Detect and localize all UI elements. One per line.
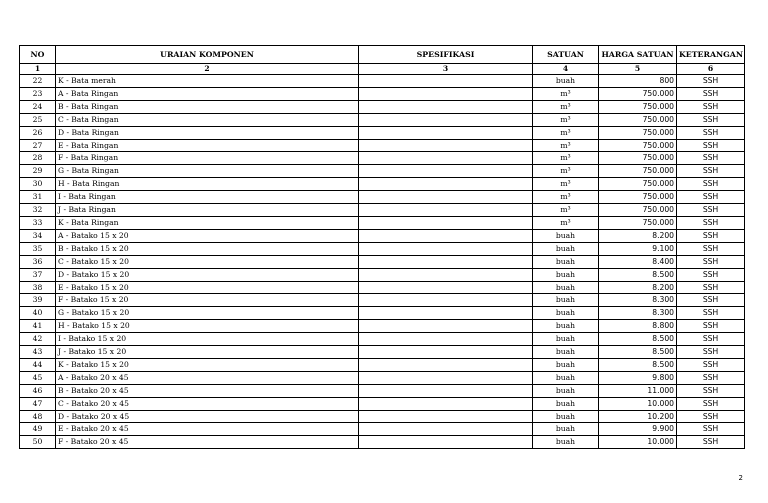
cell-satuan: m³ [533, 191, 599, 204]
table-row [20, 268, 745, 281]
cell-satuan: buah [533, 346, 599, 359]
cell-no: 35 [20, 242, 56, 255]
cell-harga: 10.200 [599, 410, 677, 423]
table-row [20, 216, 745, 229]
cell-keterangan: SSH [677, 320, 745, 333]
cell-harga: 750.000 [599, 152, 677, 165]
cell-uraian: F - Batako 20 x 45 [56, 436, 359, 449]
table-row [20, 255, 745, 268]
col-number: 6 [677, 64, 745, 75]
table-row [20, 346, 745, 359]
col-number: 1 [20, 64, 56, 75]
col-header-satuan: SATUAN [533, 46, 599, 64]
cell-no: 34 [20, 229, 56, 242]
cell-uraian: A - Bata Ringan [56, 87, 359, 100]
cell-satuan: buah [533, 307, 599, 320]
cell-satuan: buah [533, 358, 599, 371]
cell-spesifikasi [359, 358, 533, 371]
cell-spesifikasi [359, 152, 533, 165]
cell-keterangan: SSH [677, 371, 745, 384]
cell-satuan: buah [533, 320, 599, 333]
table-row [20, 436, 745, 449]
cell-uraian: A - Batako 20 x 45 [56, 371, 359, 384]
cell-uraian: H - Batako 15 x 20 [56, 320, 359, 333]
cell-uraian: E - Bata Ringan [56, 139, 359, 152]
cell-uraian: D - Batako 20 x 45 [56, 410, 359, 423]
cell-harga: 10.000 [599, 436, 677, 449]
cell-satuan: m³ [533, 126, 599, 139]
page-number: 2 [738, 474, 743, 482]
table-row [20, 75, 745, 88]
cell-satuan: m³ [533, 139, 599, 152]
cell-spesifikasi [359, 281, 533, 294]
cell-no: 46 [20, 384, 56, 397]
cell-satuan: buah [533, 410, 599, 423]
cell-satuan: m³ [533, 216, 599, 229]
cell-harga: 9.900 [599, 423, 677, 436]
cell-keterangan: SSH [677, 307, 745, 320]
cell-harga: 11.000 [599, 384, 677, 397]
cell-keterangan: SSH [677, 410, 745, 423]
cell-uraian: G - Bata Ringan [56, 165, 359, 178]
table-row [20, 126, 745, 139]
cell-uraian: E - Batako 20 x 45 [56, 423, 359, 436]
cell-no: 50 [20, 436, 56, 449]
cell-harga: 8.500 [599, 268, 677, 281]
cell-harga: 8.800 [599, 320, 677, 333]
cell-keterangan: SSH [677, 436, 745, 449]
cell-harga: 750.000 [599, 87, 677, 100]
cell-uraian: E - Batako 15 x 20 [56, 281, 359, 294]
cell-no: 37 [20, 268, 56, 281]
table-row [20, 307, 745, 320]
cell-keterangan: SSH [677, 75, 745, 88]
table-row [20, 423, 745, 436]
cell-no: 31 [20, 191, 56, 204]
col-number: 2 [56, 64, 359, 75]
cell-harga: 8.500 [599, 358, 677, 371]
cell-satuan: buah [533, 423, 599, 436]
col-header-harga: HARGA SATUAN [599, 46, 677, 64]
cell-harga: 9.100 [599, 242, 677, 255]
cell-uraian: F - Batako 15 x 20 [56, 294, 359, 307]
col-header-spesifikasi: SPESIFIKASI [359, 46, 533, 64]
header-row [20, 46, 745, 64]
cell-keterangan: SSH [677, 242, 745, 255]
cell-spesifikasi [359, 333, 533, 346]
cell-spesifikasi [359, 371, 533, 384]
cell-keterangan: SSH [677, 216, 745, 229]
cell-harga: 8.400 [599, 255, 677, 268]
cell-uraian: J - Bata Ringan [56, 204, 359, 217]
cell-no: 38 [20, 281, 56, 294]
cell-spesifikasi [359, 113, 533, 126]
cell-spesifikasi [359, 346, 533, 359]
cell-keterangan: SSH [677, 139, 745, 152]
cell-uraian: D - Batako 15 x 20 [56, 268, 359, 281]
cell-spesifikasi [359, 216, 533, 229]
cell-spesifikasi [359, 255, 533, 268]
cell-harga: 750.000 [599, 204, 677, 217]
cell-spesifikasi [359, 229, 533, 242]
cell-keterangan: SSH [677, 204, 745, 217]
table-row [20, 113, 745, 126]
cell-keterangan: SSH [677, 423, 745, 436]
cell-uraian: B - Batako 15 x 20 [56, 242, 359, 255]
cell-no: 23 [20, 87, 56, 100]
cell-no: 49 [20, 423, 56, 436]
cell-spesifikasi [359, 100, 533, 113]
cell-spesifikasi [359, 126, 533, 139]
cell-satuan: buah [533, 268, 599, 281]
cell-no: 22 [20, 75, 56, 88]
cell-no: 33 [20, 216, 56, 229]
cell-harga: 750.000 [599, 113, 677, 126]
cell-keterangan: SSH [677, 294, 745, 307]
cell-no: 44 [20, 358, 56, 371]
table-row [20, 87, 745, 100]
cell-no: 29 [20, 165, 56, 178]
cell-harga: 8.300 [599, 307, 677, 320]
cell-no: 26 [20, 126, 56, 139]
cell-uraian: K - Batako 15 x 20 [56, 358, 359, 371]
cell-no: 25 [20, 113, 56, 126]
cell-spesifikasi [359, 294, 533, 307]
cell-spesifikasi [359, 423, 533, 436]
price-table [19, 45, 745, 449]
cell-uraian: F - Bata Ringan [56, 152, 359, 165]
cell-spesifikasi [359, 410, 533, 423]
cell-no: 42 [20, 333, 56, 346]
cell-satuan: buah [533, 281, 599, 294]
cell-harga: 10.000 [599, 397, 677, 410]
cell-uraian: C - Batako 15 x 20 [56, 255, 359, 268]
cell-keterangan: SSH [677, 152, 745, 165]
cell-satuan: buah [533, 436, 599, 449]
cell-harga: 750.000 [599, 165, 677, 178]
cell-no: 47 [20, 397, 56, 410]
cell-uraian: D - Bata Ringan [56, 126, 359, 139]
table-row [20, 410, 745, 423]
cell-harga: 8.500 [599, 333, 677, 346]
table-row [20, 191, 745, 204]
col-header-keterangan: KETERANGAN [677, 46, 745, 64]
cell-spesifikasi [359, 397, 533, 410]
cell-keterangan: SSH [677, 113, 745, 126]
cell-satuan: buah [533, 229, 599, 242]
cell-harga: 750.000 [599, 139, 677, 152]
cell-keterangan: SSH [677, 281, 745, 294]
cell-keterangan: SSH [677, 397, 745, 410]
cell-satuan: buah [533, 333, 599, 346]
cell-harga: 750.000 [599, 191, 677, 204]
cell-satuan: m³ [533, 113, 599, 126]
table-row [20, 384, 745, 397]
cell-uraian: B - Batako 20 x 45 [56, 384, 359, 397]
cell-keterangan: SSH [677, 191, 745, 204]
cell-harga: 800 [599, 75, 677, 88]
cell-uraian: B - Bata Ringan [56, 100, 359, 113]
cell-keterangan: SSH [677, 87, 745, 100]
cell-uraian: G - Batako 15 x 20 [56, 307, 359, 320]
cell-uraian: J - Batako 15 x 20 [56, 346, 359, 359]
cell-no: 30 [20, 178, 56, 191]
cell-no: 39 [20, 294, 56, 307]
table-row [20, 294, 745, 307]
cell-satuan: buah [533, 294, 599, 307]
cell-spesifikasi [359, 307, 533, 320]
cell-keterangan: SSH [677, 229, 745, 242]
table-row [20, 397, 745, 410]
cell-no: 41 [20, 320, 56, 333]
cell-keterangan: SSH [677, 333, 745, 346]
table-row [20, 152, 745, 165]
cell-uraian: I - Batako 15 x 20 [56, 333, 359, 346]
cell-no: 27 [20, 139, 56, 152]
table-row [20, 281, 745, 294]
table-row [20, 229, 745, 242]
cell-harga: 8.200 [599, 229, 677, 242]
cell-no: 28 [20, 152, 56, 165]
cell-satuan: m³ [533, 87, 599, 100]
cell-no: 36 [20, 255, 56, 268]
cell-no: 40 [20, 307, 56, 320]
cell-satuan: m³ [533, 152, 599, 165]
cell-harga: 8.500 [599, 346, 677, 359]
cell-uraian: K - Bata merah [56, 75, 359, 88]
cell-spesifikasi [359, 320, 533, 333]
cell-satuan: buah [533, 371, 599, 384]
cell-spesifikasi [359, 242, 533, 255]
cell-keterangan: SSH [677, 384, 745, 397]
cell-no: 45 [20, 371, 56, 384]
table-row [20, 333, 745, 346]
cell-uraian: A - Batako 15 x 20 [56, 229, 359, 242]
cell-spesifikasi [359, 165, 533, 178]
cell-satuan: buah [533, 242, 599, 255]
cell-no: 43 [20, 346, 56, 359]
col-number: 3 [359, 64, 533, 75]
table-row [20, 178, 745, 191]
table-row [20, 100, 745, 113]
cell-satuan: m³ [533, 165, 599, 178]
cell-keterangan: SSH [677, 100, 745, 113]
cell-no: 48 [20, 410, 56, 423]
col-header-no: NO [20, 46, 56, 64]
cell-satuan: m³ [533, 178, 599, 191]
cell-no: 32 [20, 204, 56, 217]
cell-spesifikasi [359, 87, 533, 100]
table-row [20, 139, 745, 152]
cell-spesifikasi [359, 191, 533, 204]
cell-uraian: C - Bata Ringan [56, 113, 359, 126]
cell-keterangan: SSH [677, 126, 745, 139]
cell-uraian: I - Bata Ringan [56, 191, 359, 204]
table-row [20, 358, 745, 371]
cell-keterangan: SSH [677, 178, 745, 191]
cell-spesifikasi [359, 178, 533, 191]
cell-harga: 750.000 [599, 126, 677, 139]
cell-keterangan: SSH [677, 165, 745, 178]
cell-no: 24 [20, 100, 56, 113]
cell-satuan: buah [533, 255, 599, 268]
cell-harga: 750.000 [599, 216, 677, 229]
cell-keterangan: SSH [677, 268, 745, 281]
cell-spesifikasi [359, 384, 533, 397]
col-number: 4 [533, 64, 599, 75]
header-number-row [20, 64, 745, 75]
cell-satuan: buah [533, 75, 599, 88]
table-row [20, 320, 745, 333]
cell-spesifikasi [359, 75, 533, 88]
table-row [20, 204, 745, 217]
cell-keterangan: SSH [677, 346, 745, 359]
table-row [20, 371, 745, 384]
cell-spesifikasi [359, 268, 533, 281]
table-row [20, 165, 745, 178]
cell-spesifikasi [359, 139, 533, 152]
cell-harga: 750.000 [599, 100, 677, 113]
col-number: 5 [599, 64, 677, 75]
cell-uraian: K - Bata Ringan [56, 216, 359, 229]
cell-keterangan: SSH [677, 255, 745, 268]
cell-satuan: m³ [533, 204, 599, 217]
cell-harga: 8.300 [599, 294, 677, 307]
cell-uraian: H - Bata Ringan [56, 178, 359, 191]
cell-satuan: buah [533, 384, 599, 397]
cell-harga: 8.200 [599, 281, 677, 294]
cell-satuan: m³ [533, 100, 599, 113]
cell-spesifikasi [359, 436, 533, 449]
table-row [20, 242, 745, 255]
cell-uraian: C - Batako 20 x 45 [56, 397, 359, 410]
cell-satuan: buah [533, 397, 599, 410]
col-header-uraian: URAIAN KOMPONEN [56, 46, 359, 64]
cell-spesifikasi [359, 204, 533, 217]
cell-harga: 9.800 [599, 371, 677, 384]
cell-harga: 750.000 [599, 178, 677, 191]
cell-keterangan: SSH [677, 358, 745, 371]
